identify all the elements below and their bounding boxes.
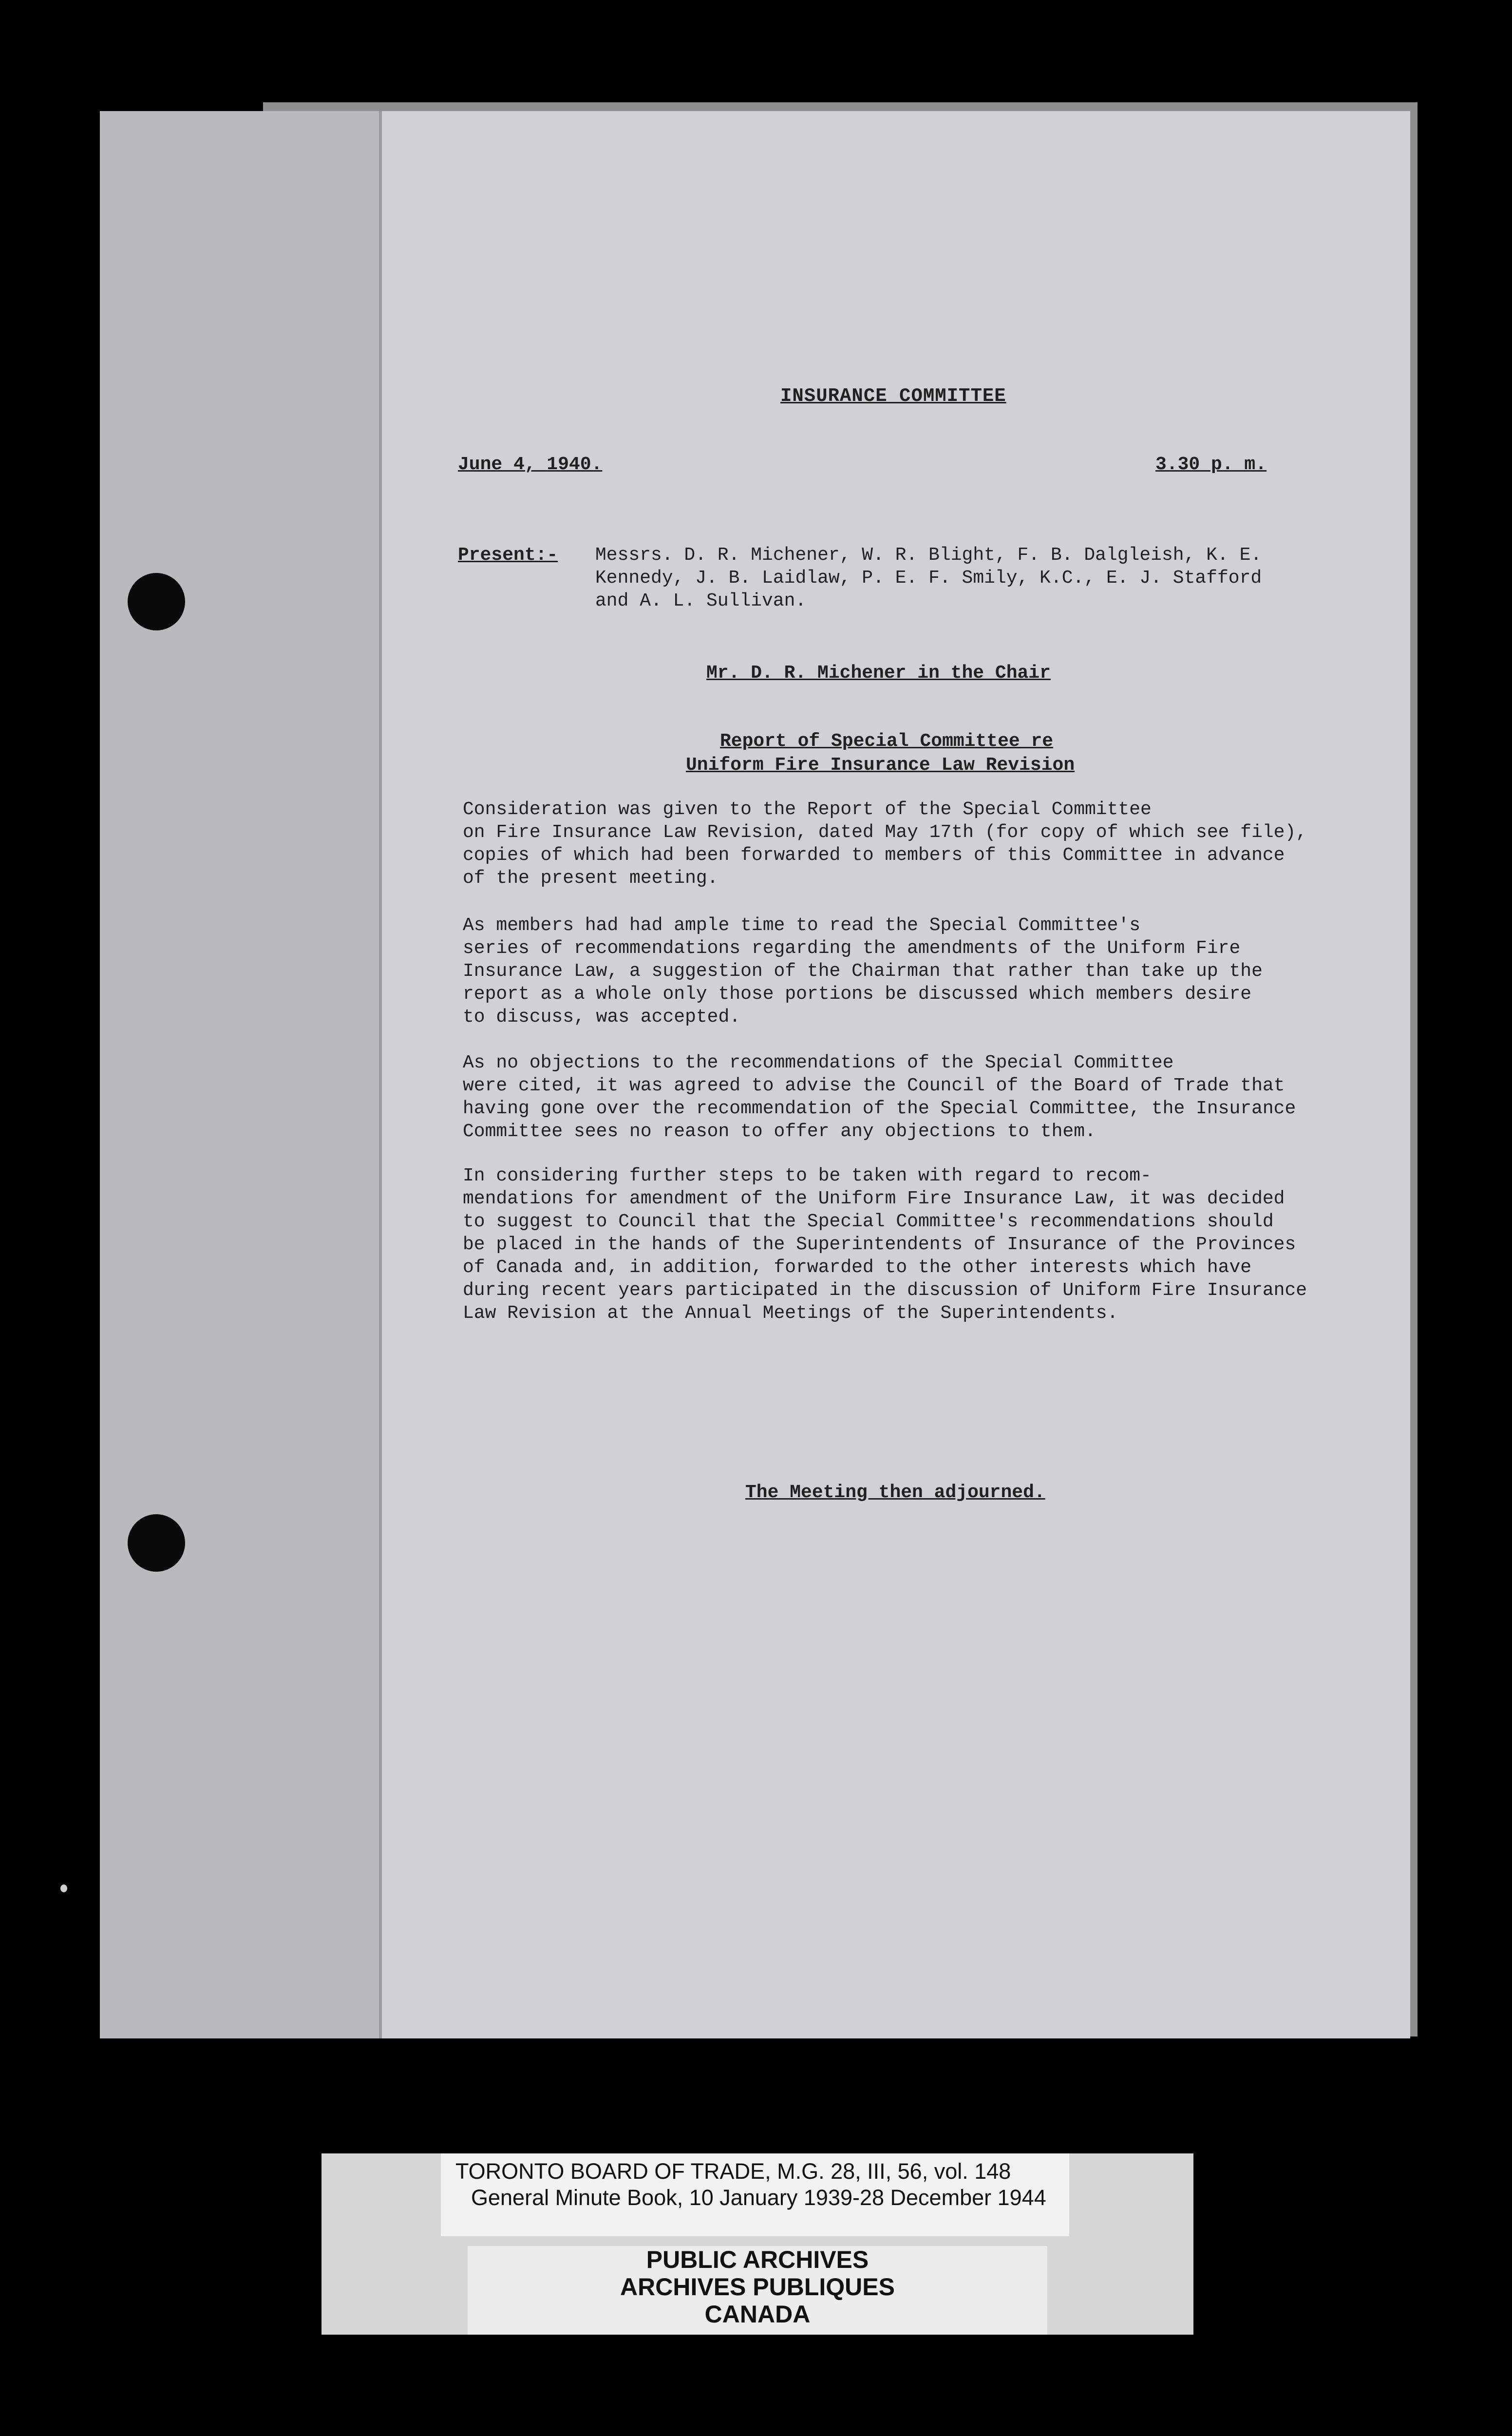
archive-label <box>321 2153 1193 2335</box>
section-heading-line-2: Uniform Fire Insurance Law Revision <box>686 755 1075 776</box>
paragraph-consideration: Consideration was given to the Report of the Special Committee on Fire Insurance Law Revision, dated May 17th (for copy of which see file), copies of which had been forwarded to members of this Committee in advance of the present meeting. <box>463 799 1307 889</box>
archive-citation-strip <box>441 2153 1069 2236</box>
archive-stamp-line-2: ARCHIVES PUBLIQUES <box>620 2273 895 2301</box>
chair-line: Mr. D. R. Michener in the Chair <box>706 663 1051 684</box>
paragraph-further-steps: In considering further steps to be taken with regard to recom- mendations for amendment of the Uniform Fire Insurance Law, it was decided to suggest to Council that the Special Committee's recommendations should be placed in the hands of the Superintendents of Insurance of the Provinces of Canada and, in addition, forwarded to the other interests which have during recent years participated in the discussion of Uniform Fire Insurance Law Revision at the Annual Meetings of the Superintendents. <box>463 1165 1307 1324</box>
meeting-date: June 4, 1940. <box>458 454 603 475</box>
archive-stamp-panel <box>468 2246 1047 2335</box>
punch-hole-bottom <box>128 1514 185 1572</box>
citation-line-1: TORONTO BOARD OF TRADE, M.G. 28, III, 56, vol. 148 <box>455 2159 1011 2184</box>
archive-stamp-line-1: PUBLIC ARCHIVES <box>646 2246 869 2273</box>
meeting-time: 3.30 p. m. <box>1155 454 1267 475</box>
punch-hole-top <box>128 573 185 630</box>
attendee-list: Messrs. D. R. Michener, W. R. Blight, F. B. Dalgleish, K. E. Kennedy, J. B. Laidlaw, P. E. F. Smily, K.C., E. J. Stafford and A. L. Sullivan. <box>595 545 1262 611</box>
paragraph-members: As members had had ample time to read the Special Committee's series of recommendations regarding the amendments of the Uniform Fire Insurance Law, a suggestion of the Chairman that rather than take up the report as a whole only those portions be discussed which members desire to discuss, was accepted. <box>463 915 1263 1028</box>
present-label: Present:- <box>458 545 558 566</box>
archive-stamp <box>321 2236 1193 2335</box>
closing-line: The Meeting then adjourned. <box>745 1482 1045 1503</box>
archive-stamp-line-3: CANADA <box>704 2301 811 2328</box>
paragraph-objections: As no objections to the recommendations of the Special Committee were cited, it was agreed to advise the Council of the Board of Trade that having gone over the recommendation of the Special Committee, the Insurance Committee sees no reason to offer any objections to them. <box>463 1052 1296 1142</box>
section-heading-line-1: Report of Special Committee re <box>720 731 1054 752</box>
dust-speck <box>60 1884 67 1892</box>
fold-line <box>379 111 382 2038</box>
binding-strip <box>100 111 379 2038</box>
citation-line-2: General Minute Book, 10 January 1939-28 December 1944 <box>471 2185 1046 2210</box>
document-title: INSURANCE COMMITTEE <box>780 385 1006 407</box>
